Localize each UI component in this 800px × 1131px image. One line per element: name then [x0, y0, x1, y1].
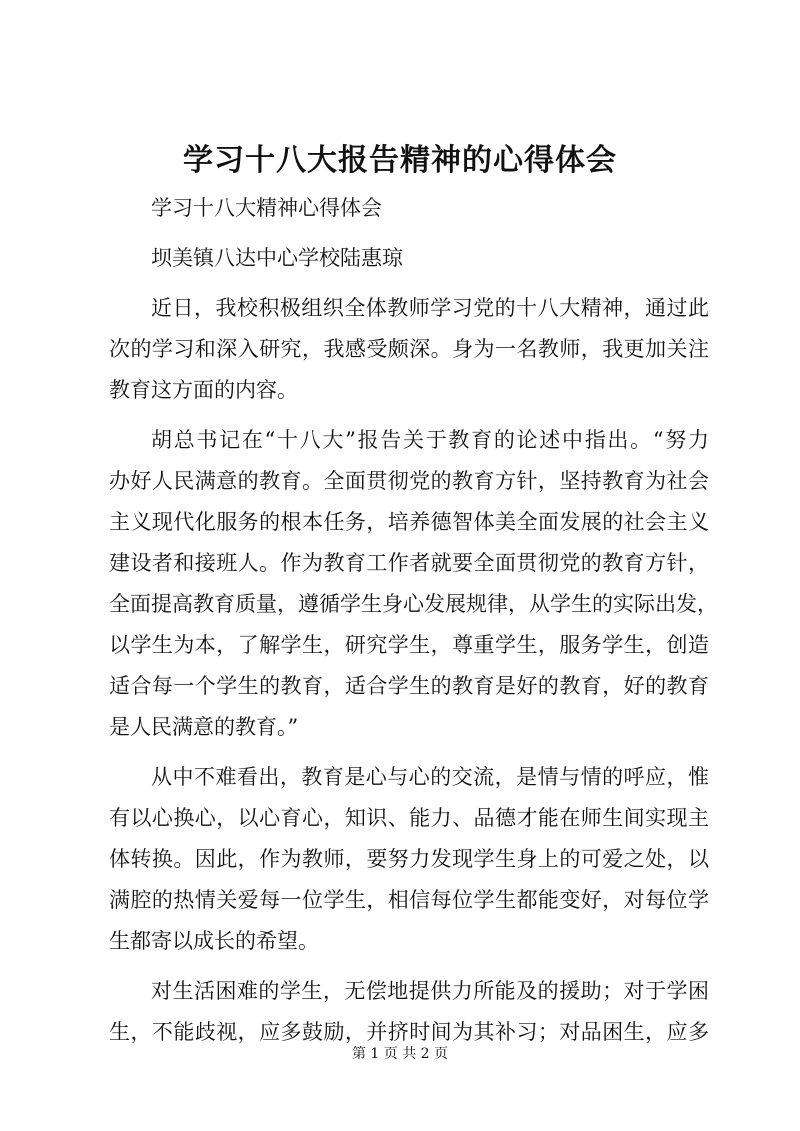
page-footer: 第 1 页 共 2 页	[351, 1046, 449, 1062]
paragraph-line: 次的学习和深入研究，我感受颇深。身为一名教师，我更加关注	[109, 337, 709, 361]
paragraph-line: 适合每一个学生的教育，适合学生的教育是好的教育，好的教育	[109, 674, 709, 698]
paragraph-line: 主义现代化服务的根本任务，培养德智体美全面发展的社会主义	[109, 510, 709, 534]
paragraph-line: 体转换。因此，作为教师，要努力发现学生身上的可爱之处，以	[109, 847, 709, 871]
paragraph-line: 生都寄以成长的希望。	[109, 929, 319, 953]
subtitle-line: 学习十八大精神心得体会	[151, 196, 382, 220]
paragraph-line: 教育这方面的内容。	[109, 378, 298, 402]
paragraph-line: 全面提高教育质量，遵循学生身心发展规律，从学生的实际出发，	[109, 592, 718, 616]
paragraph-line: 建设者和接班人。作为教育工作者就要全面贯彻党的教育方针，	[109, 551, 709, 575]
paragraph-line: 有以心换心，以心育心，知识、能力、品德才能在师生间实现主	[109, 806, 709, 830]
paragraph-line: 以学生为本，了解学生，研究学生，尊重学生，服务学生，创造	[109, 633, 709, 657]
paragraph-line: 办好人民满意的教育。全面贯彻党的教育方针，坚持教育为社会	[109, 469, 709, 493]
paragraph-line: 胡总书记在“十八大”报告关于教育的论述中指出。“努力	[151, 428, 709, 452]
author-line: 坝美镇八达中心学校陆惠琼	[151, 246, 403, 270]
paragraph-line: 满腔的热情关爱每一位学生，相信每位学生都能变好，对每位学	[109, 888, 709, 912]
document-body	[109, 188, 718, 1053]
paragraph-line: 是人民满意的教育。”	[109, 715, 299, 739]
paragraph-line: 生，不能歧视，应多鼓励，并挤时间为其补习；对品困生，应多	[109, 1020, 709, 1044]
document-title: 学习十八大报告精神的心得体会	[183, 143, 617, 178]
paragraph-line: 从中不难看出，教育是心与心的交流，是情与情的呼应，惟	[151, 765, 709, 789]
paragraph-line: 近日，我校积极组织全体教师学习党的十八大精神，通过此	[151, 296, 709, 320]
paragraph-line: 对生活困难的学生，无偿地提供力所能及的援助；对于学困	[151, 979, 709, 1003]
